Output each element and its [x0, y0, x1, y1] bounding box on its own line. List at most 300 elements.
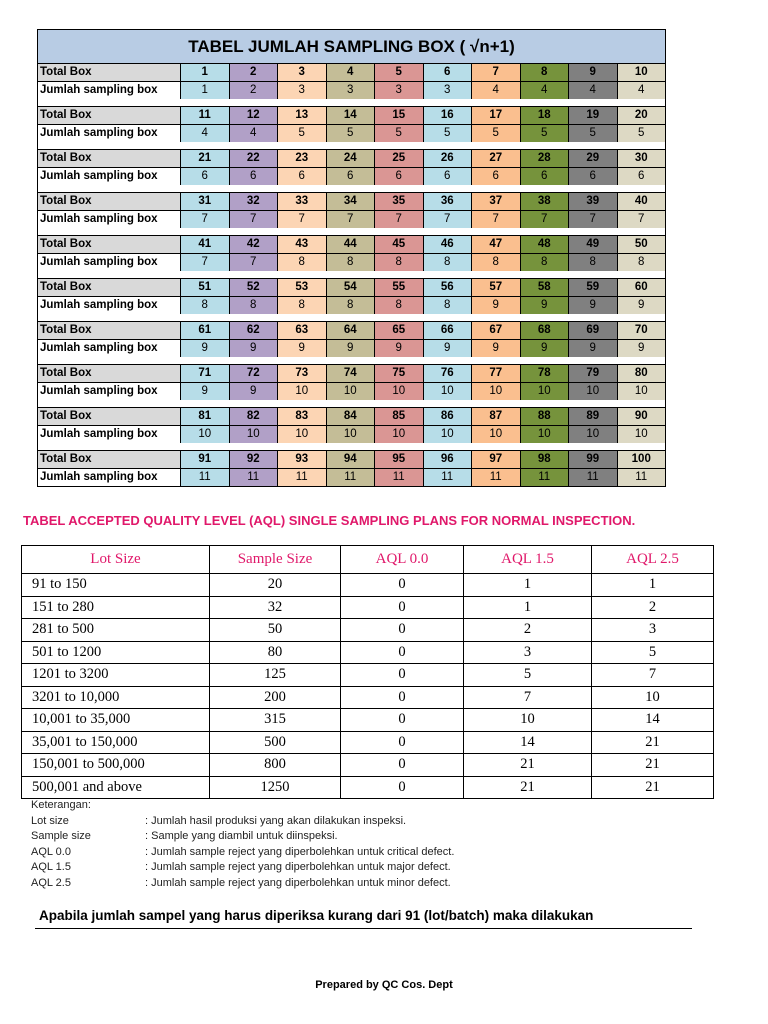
- aql-15-cell: 1: [464, 574, 592, 597]
- sample-count-cell: 10: [375, 383, 424, 400]
- sample-count-cell: 7: [375, 211, 424, 228]
- aql-15-cell: 1: [464, 596, 592, 619]
- jumlah-sampling-row: [38, 468, 665, 486]
- sample-count-cell: 7: [569, 211, 618, 228]
- aql-25-cell: 14: [592, 709, 714, 732]
- total-box-cell: 22: [230, 150, 279, 167]
- total-box-cell: 74: [327, 365, 376, 382]
- aql-00-cell: 0: [341, 596, 464, 619]
- total-box-cell: 29: [569, 150, 618, 167]
- total-box-cell: 93: [278, 451, 327, 468]
- aql-row: [22, 641, 714, 664]
- row-label: Jumlah sampling box: [38, 211, 181, 228]
- aql-25-cell: 21: [592, 731, 714, 754]
- total-box-cell: 61: [181, 322, 230, 339]
- total-box-cell: 67: [472, 322, 521, 339]
- sample-count-cell: 10: [327, 426, 376, 443]
- total-box-row: [38, 150, 665, 167]
- aql-15-header: AQL 1.5: [464, 546, 592, 574]
- sample-count-cell: 9: [181, 383, 230, 400]
- total-box-cell: 36: [424, 193, 473, 210]
- total-box-cell: 72: [230, 365, 279, 382]
- total-box-cell: 52: [230, 279, 279, 296]
- sample-count-cell: 9: [230, 383, 279, 400]
- jumlah-sampling-row: [38, 382, 665, 400]
- total-box-cell: 48: [521, 236, 570, 253]
- sampling-block: [38, 450, 665, 486]
- sample-count-cell: 9: [327, 340, 376, 357]
- total-box-cell: 47: [472, 236, 521, 253]
- sample-count-cell: 5: [327, 125, 376, 142]
- jumlah-sampling-row: [38, 210, 665, 228]
- sample-count-cell: 9: [375, 340, 424, 357]
- notes-section: [31, 798, 454, 891]
- sample-count-cell: 5: [569, 125, 618, 142]
- total-box-row: [38, 365, 665, 382]
- aql-25-cell: 1: [592, 574, 714, 597]
- total-box-cell: 65: [375, 322, 424, 339]
- sample-count-cell: 11: [375, 469, 424, 486]
- sampling-block: [38, 235, 665, 271]
- total-box-cell: 64: [327, 322, 376, 339]
- total-box-cell: 9: [569, 64, 618, 81]
- total-box-cell: 34: [327, 193, 376, 210]
- sample-size-cell: 20: [210, 574, 341, 597]
- aql-15-cell: 3: [464, 641, 592, 664]
- total-box-cell: 82: [230, 408, 279, 425]
- total-box-cell: 20: [618, 107, 666, 124]
- sample-count-cell: 6: [181, 168, 230, 185]
- sampling-block: [38, 407, 665, 443]
- total-box-cell: 86: [424, 408, 473, 425]
- total-box-cell: 18: [521, 107, 570, 124]
- total-box-cell: 30: [618, 150, 666, 167]
- total-box-cell: 81: [181, 408, 230, 425]
- total-box-cell: 12: [230, 107, 279, 124]
- aql-25-cell: 21: [592, 776, 714, 799]
- aql-00-cell: 0: [341, 731, 464, 754]
- sample-count-cell: 3: [327, 82, 376, 99]
- total-box-cell: 26: [424, 150, 473, 167]
- sample-size-header: Sample Size: [210, 546, 341, 574]
- sample-count-cell: 3: [375, 82, 424, 99]
- total-box-cell: 80: [618, 365, 666, 382]
- sample-size-cell: 80: [210, 641, 341, 664]
- aql-row: [22, 596, 714, 619]
- sample-count-cell: 4: [569, 82, 618, 99]
- aql-25-cell: 21: [592, 754, 714, 777]
- sample-count-cell: 9: [569, 297, 618, 314]
- total-box-cell: 78: [521, 365, 570, 382]
- sample-count-cell: 11: [278, 469, 327, 486]
- sample-count-cell: 6: [375, 168, 424, 185]
- sample-count-cell: 9: [181, 340, 230, 357]
- total-box-cell: 68: [521, 322, 570, 339]
- total-box-cell: 63: [278, 322, 327, 339]
- note-term: AQL 0.0: [31, 845, 71, 858]
- total-box-cell: 46: [424, 236, 473, 253]
- sample-count-cell: 9: [618, 297, 666, 314]
- row-label: Jumlah sampling box: [38, 125, 181, 142]
- sample-count-cell: 1: [181, 82, 230, 99]
- total-box-cell: 27: [472, 150, 521, 167]
- sample-count-cell: 8: [230, 297, 279, 314]
- total-box-cell: 23: [278, 150, 327, 167]
- total-box-cell: 37: [472, 193, 521, 210]
- row-label: Jumlah sampling box: [38, 168, 181, 185]
- aql-00-cell: 0: [341, 619, 464, 642]
- sample-count-cell: 3: [278, 82, 327, 99]
- lot-size-cell: 281 to 500: [22, 619, 210, 642]
- aql-25-cell: 5: [592, 641, 714, 664]
- sample-count-cell: 8: [569, 254, 618, 271]
- note-description: : Jumlah sample reject yang diperbolehkan untuk major defect.: [145, 861, 451, 873]
- aql-25-cell: 3: [592, 619, 714, 642]
- row-label: Total Box: [38, 236, 181, 253]
- aql-00-cell: 0: [341, 709, 464, 732]
- lot-size-cell: 150,001 to 500,000: [22, 754, 210, 777]
- total-box-cell: 95: [375, 451, 424, 468]
- aql-row: [22, 709, 714, 732]
- total-box-row: [38, 107, 665, 124]
- note-description: : Jumlah hasil produksi yang akan dilakukan inspeksi.: [145, 814, 407, 827]
- lot-size-cell: 3201 to 10,000: [22, 686, 210, 709]
- sample-count-cell: 2: [230, 82, 279, 99]
- total-box-cell: 15: [375, 107, 424, 124]
- sample-count-cell: 6: [472, 168, 521, 185]
- total-box-cell: 79: [569, 365, 618, 382]
- total-box-cell: 28: [521, 150, 570, 167]
- lot-size-cell: 501 to 1200: [22, 641, 210, 664]
- sample-count-cell: 8: [327, 254, 376, 271]
- total-box-cell: 75: [375, 365, 424, 382]
- sample-size-cell: 50: [210, 619, 341, 642]
- note-term: Sample size: [31, 830, 91, 842]
- sample-count-cell: 6: [278, 168, 327, 185]
- total-box-cell: 85: [375, 408, 424, 425]
- jumlah-sampling-row: [38, 124, 665, 142]
- row-label: Total Box: [38, 365, 181, 382]
- aql-00-cell: 0: [341, 754, 464, 777]
- sample-count-cell: 11: [181, 469, 230, 486]
- total-box-cell: 8: [521, 64, 570, 81]
- total-box-cell: 6: [424, 64, 473, 81]
- total-box-cell: 14: [327, 107, 376, 124]
- sample-count-cell: 3: [424, 82, 473, 99]
- total-box-cell: 100: [618, 451, 666, 468]
- aql-table-body: [22, 574, 714, 799]
- total-box-cell: 73: [278, 365, 327, 382]
- total-box-row: [38, 408, 665, 425]
- sample-count-cell: 8: [424, 297, 473, 314]
- aql-row: [22, 619, 714, 642]
- sample-count-cell: 10: [424, 426, 473, 443]
- note-item: [31, 860, 454, 876]
- sample-count-cell: 9: [521, 297, 570, 314]
- sampling-box-table: [37, 29, 666, 487]
- total-box-cell: 4: [327, 64, 376, 81]
- lot-size-cell: 151 to 280: [22, 596, 210, 619]
- total-box-cell: 40: [618, 193, 666, 210]
- total-box-cell: 17: [472, 107, 521, 124]
- total-box-cell: 53: [278, 279, 327, 296]
- aql-table: [21, 545, 714, 799]
- total-box-cell: 1: [181, 64, 230, 81]
- sample-count-cell: 4: [521, 82, 570, 99]
- sample-count-cell: 6: [327, 168, 376, 185]
- jumlah-sampling-row: [38, 339, 665, 357]
- aql-00-cell: 0: [341, 664, 464, 687]
- sample-count-cell: 4: [472, 82, 521, 99]
- total-box-row: [38, 193, 665, 210]
- sampling-block: [38, 192, 665, 228]
- row-label: Total Box: [38, 279, 181, 296]
- sample-count-cell: 7: [181, 211, 230, 228]
- sample-count-cell: 5: [375, 125, 424, 142]
- note-term: AQL 2.5: [31, 876, 71, 889]
- jumlah-sampling-row: [38, 81, 665, 99]
- sample-count-cell: 4: [618, 82, 666, 99]
- note-item: [31, 829, 454, 845]
- total-box-cell: 84: [327, 408, 376, 425]
- total-box-row: [38, 451, 665, 468]
- total-box-cell: 7: [472, 64, 521, 81]
- sample-count-cell: 7: [327, 211, 376, 228]
- sample-size-cell: 200: [210, 686, 341, 709]
- sample-count-cell: 6: [618, 168, 666, 185]
- total-box-cell: 98: [521, 451, 570, 468]
- lot-size-cell: 1201 to 3200: [22, 664, 210, 687]
- sampling-block: [38, 64, 665, 99]
- row-label: Total Box: [38, 451, 181, 468]
- total-box-cell: 32: [230, 193, 279, 210]
- aql-00-cell: 0: [341, 776, 464, 799]
- total-box-cell: 91: [181, 451, 230, 468]
- row-label: Jumlah sampling box: [38, 82, 181, 99]
- sample-count-cell: 9: [569, 340, 618, 357]
- note-description: : Jumlah sample reject yang diperbolehkan untuk critical defect.: [145, 845, 455, 858]
- aql-row: [22, 754, 714, 777]
- lot-size-header: Lot Size: [22, 546, 210, 574]
- total-box-cell: 11: [181, 107, 230, 124]
- total-box-cell: 24: [327, 150, 376, 167]
- note-item: [31, 814, 454, 830]
- jumlah-sampling-row: [38, 296, 665, 314]
- sample-count-cell: 6: [569, 168, 618, 185]
- total-box-cell: 51: [181, 279, 230, 296]
- sample-count-cell: 6: [230, 168, 279, 185]
- total-box-cell: 19: [569, 107, 618, 124]
- jumlah-sampling-row: [38, 425, 665, 443]
- total-box-cell: 3: [278, 64, 327, 81]
- sample-count-cell: 7: [472, 211, 521, 228]
- sample-count-cell: 6: [424, 168, 473, 185]
- sample-count-cell: 10: [618, 426, 666, 443]
- total-box-cell: 90: [618, 408, 666, 425]
- sample-count-cell: 5: [472, 125, 521, 142]
- total-box-cell: 33: [278, 193, 327, 210]
- aql-row: [22, 686, 714, 709]
- sample-count-cell: 8: [618, 254, 666, 271]
- aql-15-cell: 10: [464, 709, 592, 732]
- row-label: Total Box: [38, 107, 181, 124]
- sample-count-cell: 10: [424, 383, 473, 400]
- total-box-cell: 42: [230, 236, 279, 253]
- total-box-cell: 70: [618, 322, 666, 339]
- sample-size-cell: 32: [210, 596, 341, 619]
- sampling-block: [38, 321, 665, 357]
- total-box-cell: 49: [569, 236, 618, 253]
- sample-count-cell: 10: [521, 383, 570, 400]
- total-box-cell: 5: [375, 64, 424, 81]
- total-box-cell: 25: [375, 150, 424, 167]
- total-box-cell: 45: [375, 236, 424, 253]
- sample-count-cell: 10: [618, 383, 666, 400]
- aql-25-cell: 7: [592, 664, 714, 687]
- total-box-row: [38, 236, 665, 253]
- total-box-cell: 60: [618, 279, 666, 296]
- notes-list: [31, 814, 454, 892]
- total-box-cell: 77: [472, 365, 521, 382]
- sample-size-cell: 500: [210, 731, 341, 754]
- total-box-cell: 92: [230, 451, 279, 468]
- sample-count-cell: 7: [424, 211, 473, 228]
- total-box-cell: 43: [278, 236, 327, 253]
- sample-count-cell: 10: [375, 426, 424, 443]
- lot-size-cell: 10,001 to 35,000: [22, 709, 210, 732]
- sampling-block: [38, 106, 665, 142]
- sample-count-cell: 8: [181, 297, 230, 314]
- aql-row: [22, 776, 714, 799]
- sample-count-cell: 10: [472, 426, 521, 443]
- sample-count-cell: 10: [521, 426, 570, 443]
- sample-size-cell: 315: [210, 709, 341, 732]
- total-box-cell: 66: [424, 322, 473, 339]
- sample-count-cell: 8: [375, 297, 424, 314]
- sample-count-cell: 5: [618, 125, 666, 142]
- aql-header-row: [22, 546, 714, 574]
- prepared-by: Prepared by QC Cos. Dept: [315, 979, 453, 991]
- sample-count-cell: 10: [327, 383, 376, 400]
- sample-count-cell: 11: [618, 469, 666, 486]
- sample-count-cell: 9: [472, 297, 521, 314]
- sample-count-cell: 9: [472, 340, 521, 357]
- sample-count-cell: 7: [230, 211, 279, 228]
- sample-count-cell: 5: [424, 125, 473, 142]
- jumlah-sampling-row: [38, 253, 665, 271]
- sample-count-cell: 11: [230, 469, 279, 486]
- notes-heading: Keterangan:: [31, 799, 91, 811]
- aql-15-cell: 14: [464, 731, 592, 754]
- total-box-cell: 56: [424, 279, 473, 296]
- sample-count-cell: 8: [521, 254, 570, 271]
- sample-count-cell: 11: [569, 469, 618, 486]
- row-label: Total Box: [38, 64, 181, 81]
- aql-15-cell: 5: [464, 664, 592, 687]
- conclusion-underline: [35, 928, 692, 929]
- aql-00-cell: 0: [341, 641, 464, 664]
- sample-count-cell: 4: [230, 125, 279, 142]
- sample-count-cell: 8: [278, 254, 327, 271]
- sample-count-cell: 7: [230, 254, 279, 271]
- total-box-cell: 10: [618, 64, 666, 81]
- aql-15-cell: 2: [464, 619, 592, 642]
- aql-00-header: AQL 0.0: [341, 546, 464, 574]
- sample-count-cell: 7: [278, 211, 327, 228]
- aql-25-header: AQL 2.5: [592, 546, 714, 574]
- sample-count-cell: 8: [472, 254, 521, 271]
- total-box-cell: 58: [521, 279, 570, 296]
- total-box-cell: 44: [327, 236, 376, 253]
- row-label: Total Box: [38, 150, 181, 167]
- row-label: Jumlah sampling box: [38, 340, 181, 357]
- row-label: Total Box: [38, 408, 181, 425]
- aql-25-cell: 10: [592, 686, 714, 709]
- total-box-cell: 89: [569, 408, 618, 425]
- total-box-cell: 94: [327, 451, 376, 468]
- aql-table-title: TABEL ACCEPTED QUALITY LEVEL (AQL) SINGLE SAMPLING PLANS FOR NORMAL INSPECTION.: [23, 513, 636, 528]
- sampling-table-body: [37, 63, 666, 487]
- sample-size-cell: 125: [210, 664, 341, 687]
- sample-count-cell: 7: [521, 211, 570, 228]
- total-box-cell: 55: [375, 279, 424, 296]
- total-box-cell: 83: [278, 408, 327, 425]
- sample-count-cell: 10: [569, 383, 618, 400]
- sample-count-cell: 9: [278, 340, 327, 357]
- total-box-row: [38, 64, 665, 81]
- total-box-cell: 54: [327, 279, 376, 296]
- sample-count-cell: 9: [618, 340, 666, 357]
- sample-count-cell: 10: [278, 383, 327, 400]
- total-box-row: [38, 279, 665, 296]
- sample-size-cell: 800: [210, 754, 341, 777]
- jumlah-sampling-row: [38, 167, 665, 185]
- total-box-cell: 69: [569, 322, 618, 339]
- total-box-cell: 71: [181, 365, 230, 382]
- row-label: Jumlah sampling box: [38, 426, 181, 443]
- note-item: [31, 845, 454, 861]
- sample-count-cell: 5: [521, 125, 570, 142]
- total-box-cell: 13: [278, 107, 327, 124]
- sample-count-cell: 11: [424, 469, 473, 486]
- sample-count-cell: 4: [181, 125, 230, 142]
- aql-row: [22, 731, 714, 754]
- total-box-cell: 2: [230, 64, 279, 81]
- aql-row: [22, 574, 714, 597]
- total-box-cell: 57: [472, 279, 521, 296]
- aql-15-cell: 21: [464, 776, 592, 799]
- total-box-cell: 21: [181, 150, 230, 167]
- total-box-cell: 38: [521, 193, 570, 210]
- row-label: Total Box: [38, 193, 181, 210]
- total-box-cell: 39: [569, 193, 618, 210]
- sample-count-cell: 10: [230, 426, 279, 443]
- sample-count-cell: 6: [521, 168, 570, 185]
- row-label: Jumlah sampling box: [38, 469, 181, 486]
- total-box-row: [38, 322, 665, 339]
- sample-count-cell: 11: [327, 469, 376, 486]
- lot-size-cell: 91 to 150: [22, 574, 210, 597]
- sample-count-cell: 8: [424, 254, 473, 271]
- sample-count-cell: 5: [278, 125, 327, 142]
- total-box-cell: 99: [569, 451, 618, 468]
- total-box-cell: 35: [375, 193, 424, 210]
- sample-count-cell: 8: [278, 297, 327, 314]
- total-box-cell: 88: [521, 408, 570, 425]
- aql-15-cell: 7: [464, 686, 592, 709]
- sample-count-cell: 10: [278, 426, 327, 443]
- sample-count-cell: 8: [375, 254, 424, 271]
